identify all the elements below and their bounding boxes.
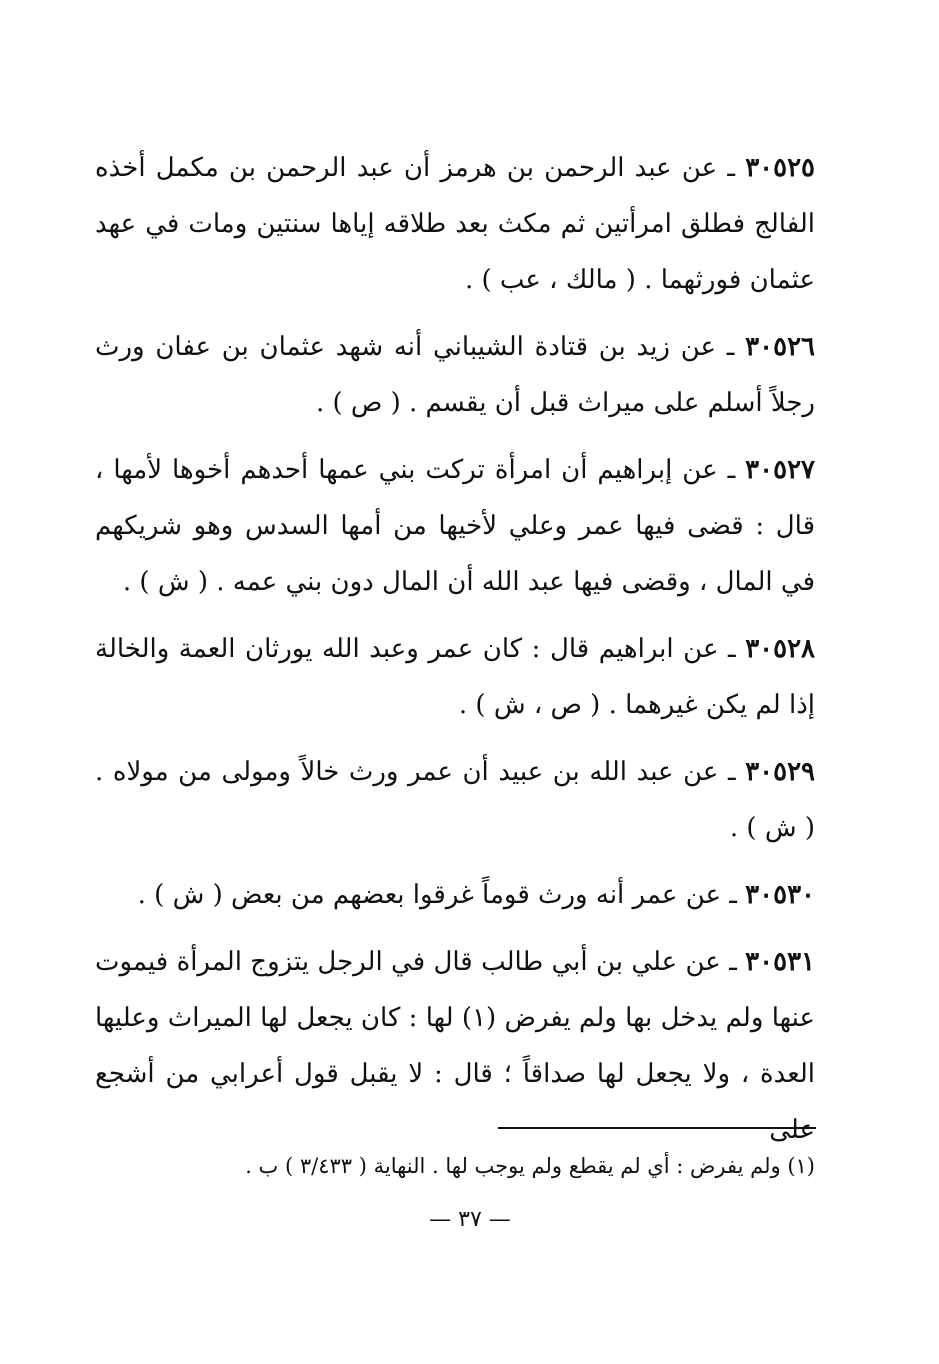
footnote-text: ولم يفرض : أي لم يقطع ولم يوجب لها . النهاية ( ٣/٤٣٣ ) ب . — [245, 1154, 781, 1178]
hadith-entry-30531 — [95, 934, 815, 1158]
footnote-marker: (١) — [787, 1154, 815, 1178]
entry-number: ٣٠٥٢٧ — [745, 455, 815, 485]
entry-number: ٣٠٥٣١ — [745, 947, 815, 977]
entry-separator: ـ — [728, 634, 736, 664]
entry-text: عن إبراهيم أن امرأة تركت بني عمها أحدهم أخوها لأمها ، قال : قضى فيها عمر وعلي لأخيها من أمها السدس وهو شريكهم في المال ، وقضى فيها عبد الله أن المال دون بني عمه . ( ش ) . — [95, 455, 815, 597]
hadith-entry-30526 — [95, 319, 815, 431]
hadith-entry-30528 — [95, 621, 815, 733]
hadith-entry-30525 — [95, 140, 815, 308]
entry-number: ٣٠٥٢٨ — [745, 634, 816, 664]
entry-number: ٣٠٥٢٥ — [745, 153, 816, 183]
entry-separator: ـ — [726, 332, 735, 362]
entry-text: عن عبد الله بن عبيد أن عمر ورث خالاً ومولى من مولاه . ( ش ) . — [95, 757, 815, 843]
entry-separator: ـ — [729, 947, 737, 977]
footnote — [95, 1148, 815, 1184]
hadith-entry-30529 — [95, 744, 815, 856]
entry-text: عن علي بن أبي طالب قال في الرجل يتزوج المرأة فيموت عنها ولم يدخل بها ولم يفرض (١) لها : كان يجعل لها الميراث وعليها العدة ، ولا يجعل لها صداقاً ؛ قال : لا يقبل قول أعرابي من أشجع على — [95, 947, 815, 1145]
hadith-entry-30530 — [95, 867, 815, 923]
entry-separator: ـ — [729, 880, 737, 910]
entry-text: عن عبد الرحمن بن هرمز أن عبد الرحمن بن مكمل أخذه الفالج فطلق امرأتين ثم مكث بعد طلاقه إياها سنتين ومات في عهد عثمان فورثهما . ( مالك ، عب ) . — [95, 153, 815, 295]
hadith-list — [95, 140, 815, 1169]
entry-text: عن زيد بن قتادة الشيباني أنه شهد عثمان بن عفان ورث رجلاً أسلم على ميراث قبل أن يقسم . ( ص ) . — [95, 332, 815, 418]
entry-separator: ـ — [727, 153, 735, 183]
hadith-entry-30527 — [95, 442, 815, 610]
entry-text: عن ابراهيم قال : كان عمر وعبد الله يورثان العمة والخالة إذا لم يكن غيرهما . ( ص ، ش ) . — [95, 634, 815, 720]
entry-separator: ـ — [727, 455, 736, 485]
page-number: — ٣٧ — — [429, 1207, 511, 1232]
entry-number: ٣٠٥٢٩ — [745, 757, 816, 787]
entry-number: ٣٠٥٣٠ — [745, 880, 815, 910]
entry-text: عن عمر أنه ورث قوماً غرقوا بعضهم من بعض ( ش ) . — [137, 880, 722, 910]
entry-separator: ـ — [728, 757, 736, 787]
footnote-divider — [498, 1127, 816, 1129]
entry-number: ٣٠٥٢٦ — [745, 332, 815, 362]
